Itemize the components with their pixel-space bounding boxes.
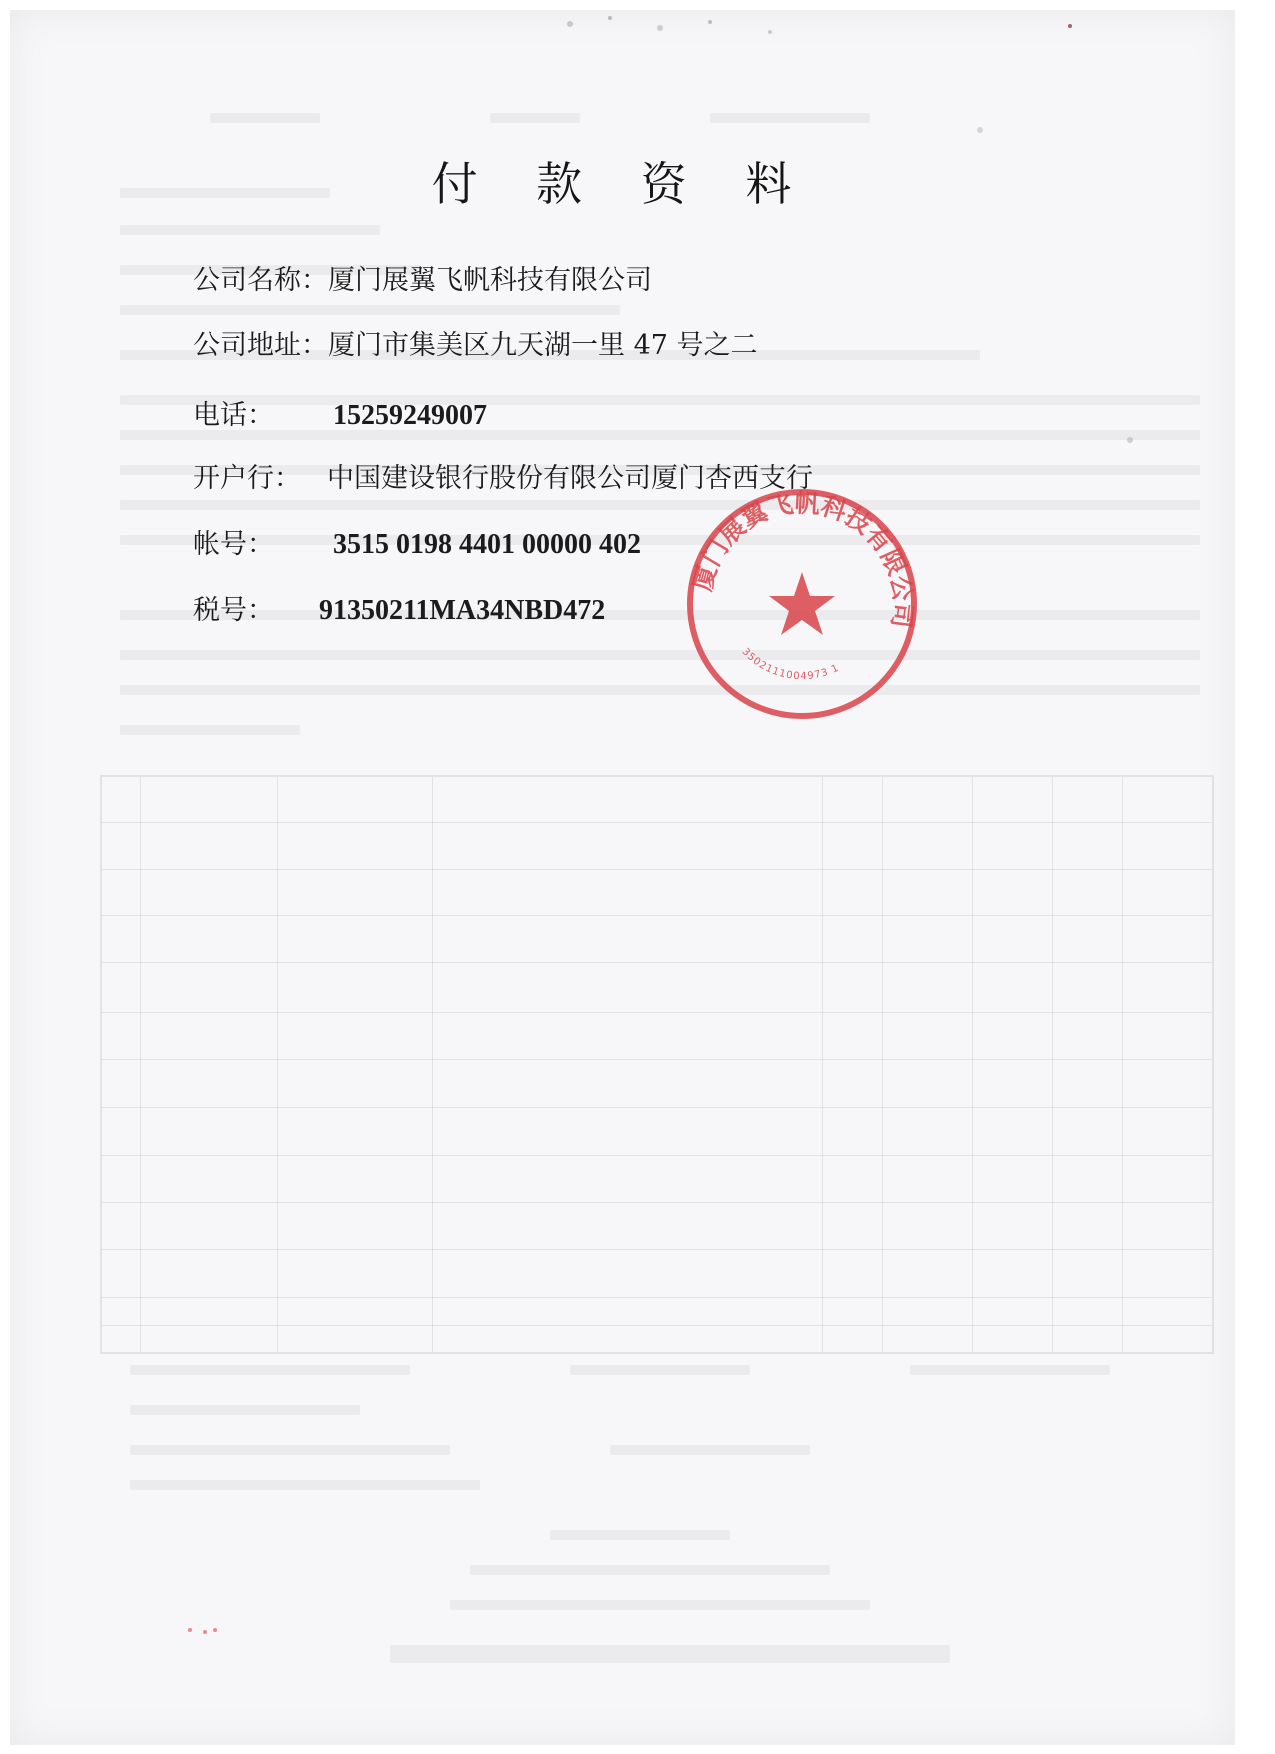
seal-code: 3502111004973 1: [739, 646, 842, 683]
phone-label: 电话：: [193, 400, 274, 431]
bank-label: 开户行：: [193, 463, 301, 494]
svg-text:3502111004973 1: [740, 646, 842, 682]
company-name-label: 公司名称：: [193, 265, 328, 296]
company-address-label: 公司地址：: [193, 330, 328, 361]
bank-value: 中国建设银行股份有限公司厦门杏西支行: [327, 463, 813, 494]
account-row: [193, 522, 641, 561]
tax-id-value: 91350211MA34NBD472: [319, 595, 606, 626]
seal-ring-text: 厦门展翼飞帆科技有限公司: [687, 488, 918, 630]
document-title: 付 款 资 料: [431, 157, 814, 211]
phone-row: [193, 393, 487, 432]
company-seal: [682, 484, 922, 724]
tax-id-row: [193, 588, 605, 627]
tax-id-label: 税号：: [193, 595, 274, 626]
account-label: 帐号：: [193, 529, 274, 560]
company-address-value: 厦门市集美区九天湖一里 47 号之二: [328, 330, 758, 361]
account-value: 3515 0198 4401 00000 402: [333, 529, 641, 560]
company-name-value: 厦门展翼飞帆科技有限公司: [328, 265, 652, 296]
company-address-row: [193, 323, 758, 362]
seal-star-icon: [769, 572, 835, 635]
company-name-row: [193, 258, 652, 297]
phone-value: 15259249007: [333, 400, 487, 431]
